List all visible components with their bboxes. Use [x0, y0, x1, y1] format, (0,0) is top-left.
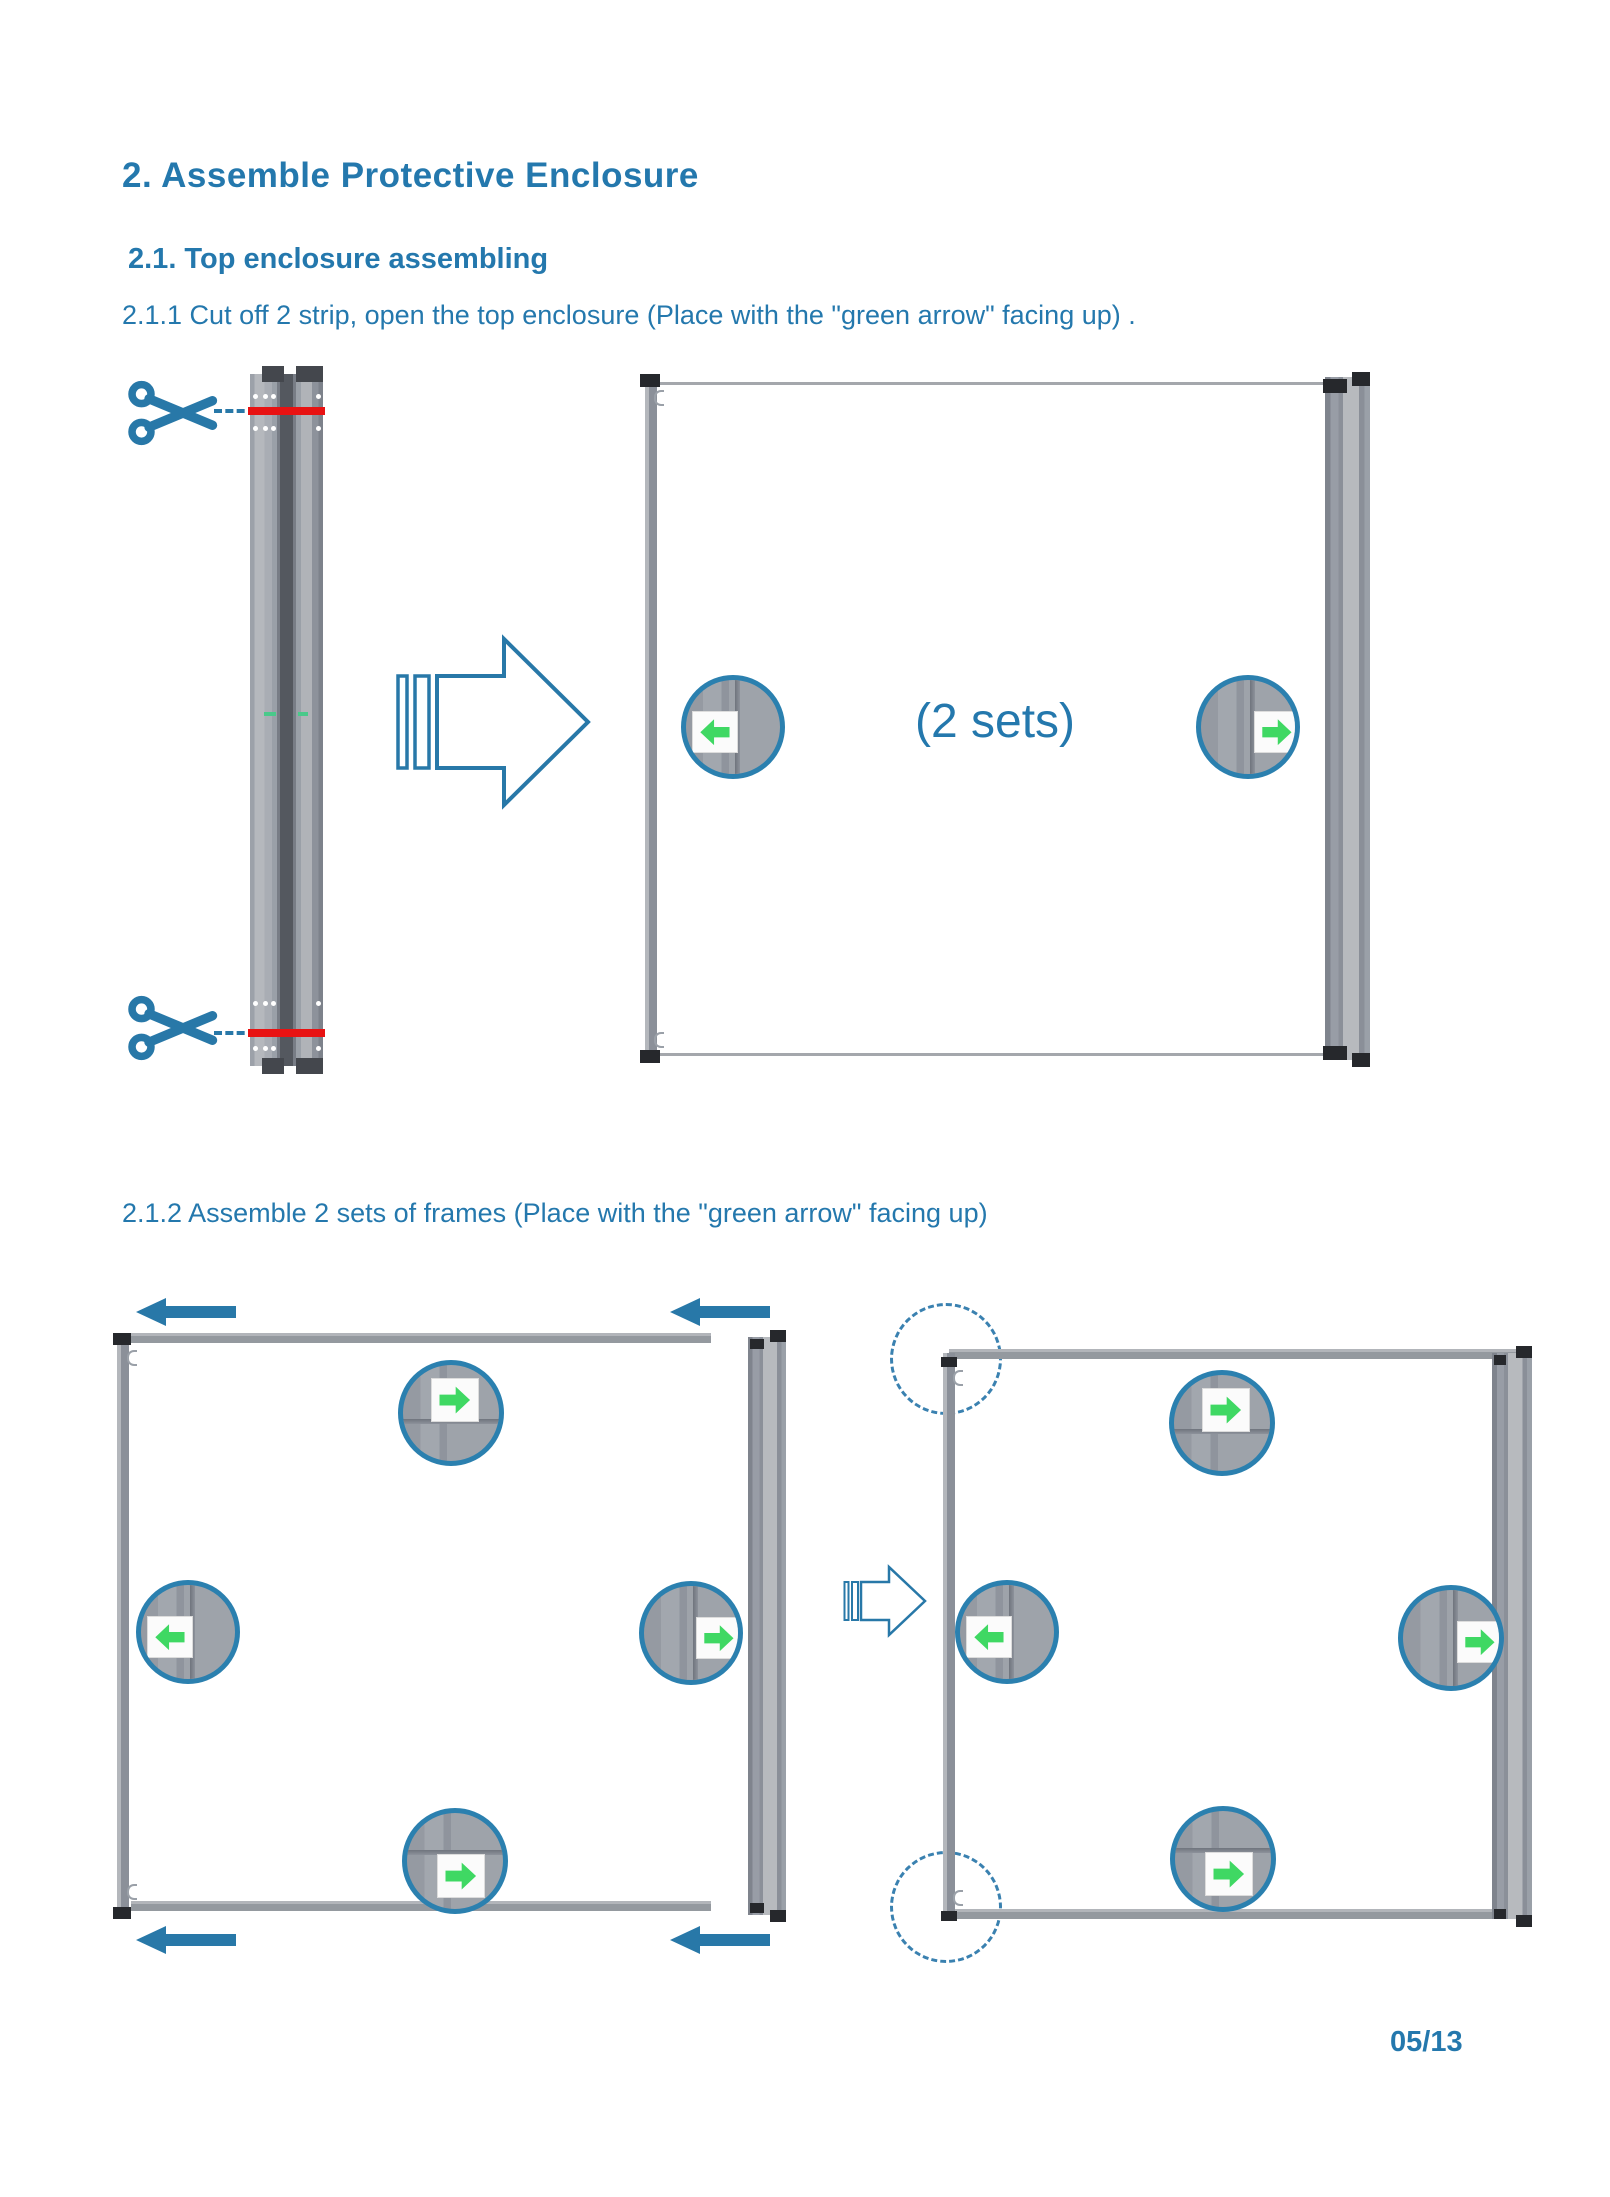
green-right-arrow-icon [697, 1618, 741, 1658]
green-right-arrow-icon [438, 1855, 484, 1897]
sets-count-label: (2 sets) [914, 695, 1076, 748]
green-right-arrow-icon [1458, 1622, 1502, 1662]
solid-left-arrow-icon [665, 1297, 775, 1327]
solid-left-arrow-icon [136, 1925, 236, 1955]
green-right-arrow-icon [1255, 712, 1299, 752]
striped-right-arrow-icon [395, 623, 600, 820]
green-left-arrow-icon [148, 1617, 192, 1657]
frame-right-folded-column [748, 1337, 786, 1915]
section-heading: 2. Assemble Protective Enclosure [122, 156, 699, 195]
frame-bottom-bar [949, 1909, 1531, 1919]
green-arrow-callout [1398, 1585, 1504, 1691]
step-2-1-2-text: 2.1.2 Assemble 2 sets of frames (Place with the "green arrow" facing up) [122, 1198, 988, 1228]
green-arrow-callout [402, 1808, 508, 1914]
striped-right-arrow-icon [843, 1560, 931, 1642]
frame-top-bar [949, 1349, 1531, 1359]
folded-frame-strip [250, 374, 323, 1066]
frame-left-bar [943, 1353, 955, 1919]
step-2-1-1-text: 2.1.1 Cut off 2 strip, open the top enclosure (Place with the "green arrow" facing up) . [122, 300, 1136, 330]
green-arrow-callout [639, 1581, 743, 1685]
green-arrow-callout [955, 1580, 1059, 1684]
page-number: 05/13 [1390, 2026, 1463, 2058]
frame-bottom-bar [131, 1901, 711, 1911]
green-arrow-callout [1196, 675, 1300, 779]
green-left-arrow-icon [967, 1617, 1011, 1657]
subsection-heading: 2.1. Top enclosure assembling [128, 243, 549, 275]
green-arrow-callout [398, 1360, 504, 1466]
green-right-arrow-icon [432, 1379, 478, 1421]
green-arrow-callout [1170, 1806, 1276, 1912]
green-arrow-callout [136, 1580, 240, 1684]
scissors-icon [128, 378, 225, 448]
scissors-icon [128, 993, 225, 1063]
green-arrow-callout [1169, 1370, 1275, 1476]
cut-strip-red-top [248, 407, 325, 415]
frame-top-edge [649, 382, 1329, 385]
green-right-arrow-icon [1203, 1389, 1249, 1431]
green-right-arrow-icon [1206, 1853, 1252, 1895]
frame-clip [262, 1058, 284, 1074]
frame-left-bar [645, 377, 657, 1059]
solid-left-arrow-icon [665, 1925, 775, 1955]
frame-clip [262, 366, 284, 382]
frame-clip [296, 1058, 323, 1074]
green-arrow-callout [681, 675, 785, 779]
cut-strip-red-bottom [248, 1029, 325, 1037]
frame-left-bar [117, 1337, 129, 1915]
frame-top-bar [131, 1333, 711, 1343]
solid-left-arrow-icon [136, 1297, 236, 1327]
frame-right-folded-column [1325, 377, 1370, 1060]
frame-clip [296, 366, 323, 382]
green-left-arrow-icon [693, 712, 737, 752]
frame-bottom-edge [649, 1053, 1329, 1056]
